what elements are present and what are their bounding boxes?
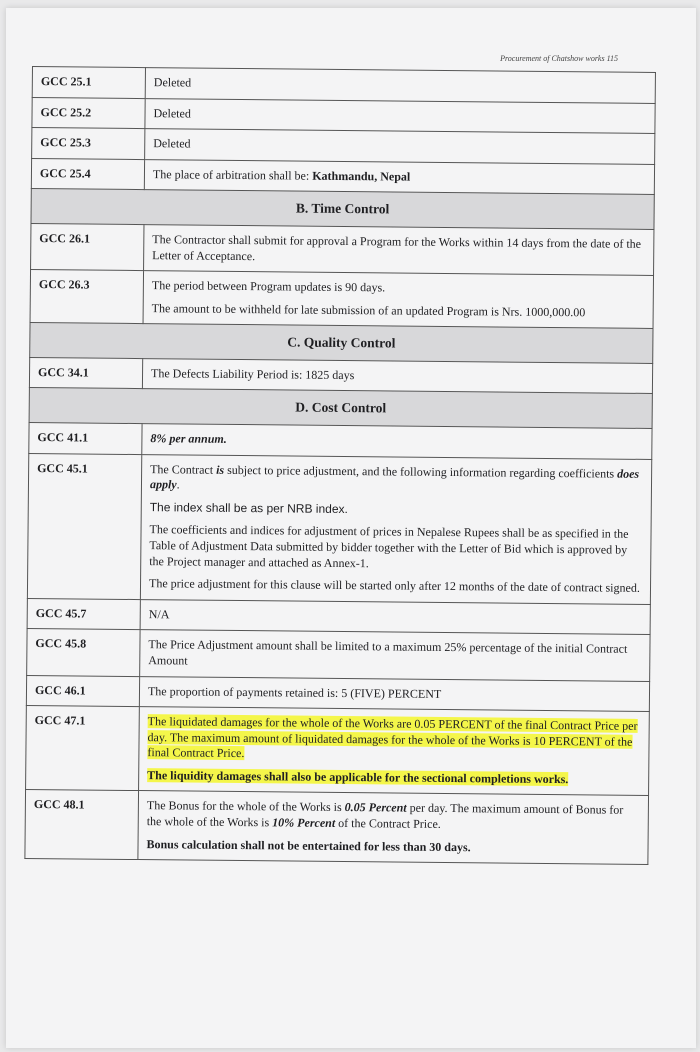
clause-text: Deleted [145, 129, 655, 164]
clause-text: N/A [140, 599, 650, 634]
clause-code: GCC 26.1 [31, 223, 144, 270]
clause-text [142, 424, 652, 459]
text-span: per day. The maximum amount of Bonus for the whole of the Works is [146, 801, 624, 830]
clause-paragraph: The index shall be as per NRB index. [149, 499, 348, 516]
highlighted-text: The liquidated damages for the whole of the Works are 0.05 PERCENT of the final Contract Price per day. The maximum amount of liquidated damages for the whole of the Works is 10 PERCENT of the final Contract Price. [147, 714, 638, 761]
clause-code: GCC 25.4 [31, 158, 144, 190]
table-row [25, 790, 649, 865]
clause-text [143, 271, 653, 329]
gcc-table [24, 66, 656, 865]
clause-code: GCC 48.1 [25, 790, 139, 860]
clause-text: The Contractor shall submit for approval a Program for the Works within 14 days from the date of the Letter of Acceptance. [144, 225, 654, 276]
section-row [29, 388, 652, 429]
text-span: of the Contract Price. [335, 816, 441, 832]
text-span: subject to price adjustment, and the following information regarding coefficients [224, 462, 618, 481]
table-row [27, 453, 651, 604]
emphasis-bonus-max: 10% Percent [272, 815, 336, 831]
clause-code: GCC 47.1 [26, 706, 140, 791]
table-row [31, 223, 654, 275]
clause-paragraph: The amount to be withheld for late submission of an updated Program is Nrs. 1000,000.00 [151, 300, 586, 320]
highlighted-text: The liquidity damages shall also be applicable for the sectional completions works. [147, 768, 569, 787]
section-heading-cost-control: D. Cost Control [29, 388, 652, 429]
text-span: The Bonus for the whole of the Works is [146, 798, 345, 815]
section-heading-quality-control: C. Quality Control [30, 323, 653, 364]
emphasis-is: is [216, 462, 225, 477]
clause-paragraph [147, 799, 640, 835]
clause-paragraph: The coefficients and indices for adjustment of prices in Nepalese Rupees shall be as specified in the Table of Adjustment Data submitted by bidder together with the Letter of Bid which is approved by the Project manager and attached as Annex-1. [149, 522, 629, 570]
clause-paragraph: The period between Program updates is 90 days. [151, 278, 386, 295]
clause-code: GCC 46.1 [26, 675, 139, 707]
clause-paragraph [150, 462, 643, 498]
clause-code: GCC 45.8 [27, 629, 140, 676]
text-span: The Contract [150, 461, 217, 477]
emphasis-does-apply: does apply [149, 466, 640, 492]
arbitration-place: Kathmandu, Nepal [312, 168, 411, 184]
clause-text: The proportion of payments retained is: 5 (FIVE) PERCENT [139, 676, 649, 711]
clause-text: Deleted [145, 68, 655, 103]
table-row [26, 706, 650, 796]
clause-paragraph [147, 768, 640, 788]
page-header: Procurement of Chatshow works 115 [500, 54, 618, 63]
clause-paragraph [147, 714, 640, 766]
clause-code: GCC 41.1 [29, 422, 142, 454]
clause-paragraph: The price adjustment for this clause will be started only after 12 months of the date of contract signed. [148, 576, 640, 595]
section-heading-time-control: B. Time Control [31, 189, 654, 230]
clause-code: GCC 25.2 [32, 97, 145, 129]
clause-code: GCC 45.7 [27, 598, 140, 630]
clause-code: GCC 26.3 [30, 270, 144, 324]
document-page [6, 8, 696, 1048]
clause-text: Deleted [145, 98, 655, 133]
text-span: . [176, 477, 180, 492]
clause-code: GCC 45.1 [27, 453, 141, 599]
clause-code: GCC 25.3 [32, 128, 145, 160]
clause-text [144, 159, 654, 194]
clause-text: The Price Adjustment amount shall be limited to a maximum 25% percentage of the initial Contract Amount [140, 630, 650, 681]
clause-text [138, 791, 649, 865]
table-row [30, 270, 653, 329]
clause-code: GCC 25.1 [32, 67, 145, 99]
clause-text [139, 707, 650, 796]
emphasis-bonus-rate: 0.05 Percent [344, 800, 407, 816]
clause-paragraph: Bonus calculation shall not be entertained for less than 30 days. [146, 836, 471, 854]
section-row [31, 189, 654, 230]
clause-code: GCC 34.1 [29, 357, 142, 389]
clause-text: The Defects Liability Period is: 1825 days [142, 358, 652, 393]
arbitration-text: The place of arbitration shall be: [152, 166, 313, 183]
clause-text [140, 454, 651, 604]
interest-rate: 8% per annum. [150, 431, 227, 446]
table-row [27, 629, 650, 681]
